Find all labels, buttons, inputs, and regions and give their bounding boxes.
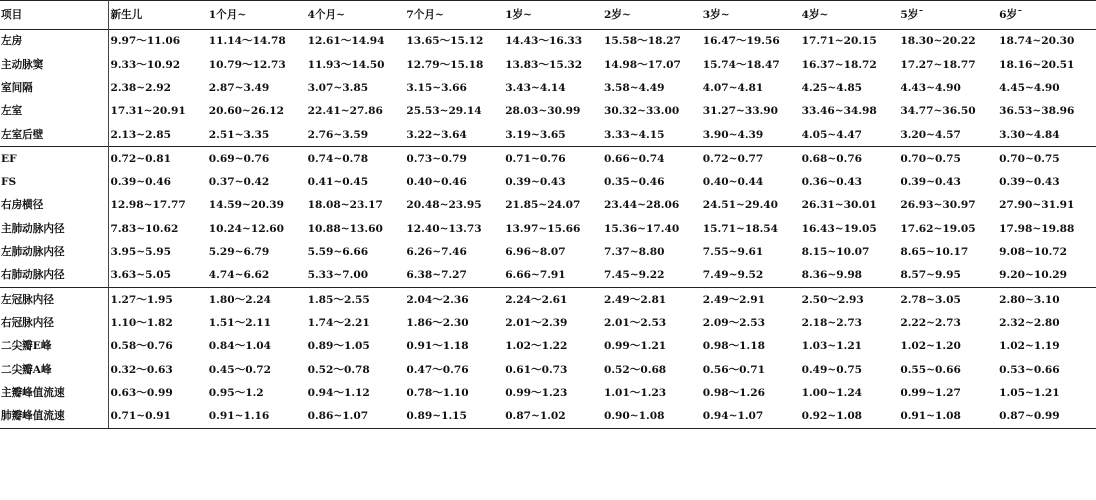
table-header <box>0 1 1096 30</box>
value-cell: 31.27~33.90 <box>702 105 779 118</box>
value-cell: 0.86~1.07 <box>306 405 405 429</box>
table-row <box>0 405 1096 429</box>
value-cell: 0.39~0.43 <box>505 176 566 189</box>
value-cell: 0.69~0.76 <box>207 147 306 171</box>
value-cell: 3.33~4.15 <box>603 128 665 141</box>
value-cell: 2.01～2.39 <box>505 316 568 329</box>
value-cell: 7.45~9.22 <box>603 269 665 282</box>
value-cell: 3.19~3.65 <box>505 128 566 141</box>
value-cell: 14.43～16.33 <box>505 35 583 48</box>
table-row <box>0 53 1096 76</box>
value-cell: 1.02～1.22 <box>505 340 568 353</box>
table-row <box>0 123 1096 147</box>
header-item: 项目 <box>0 1 108 30</box>
value-cell: 0.70~0.75 <box>997 147 1096 171</box>
value-cell: 9.08~10.72 <box>999 246 1068 259</box>
value-cell: 20.48~23.95 <box>406 199 482 212</box>
value-cell: 3.30~4.84 <box>999 128 1060 141</box>
table-row <box>0 194 1096 217</box>
value-cell: 1.74～2.21 <box>307 316 370 329</box>
table-row <box>0 217 1096 240</box>
value-cell: 7.83~10.62 <box>110 222 179 235</box>
value-cell: 2.18~2.73 <box>801 316 863 329</box>
value-cell: 1.02~1.20 <box>900 340 961 353</box>
value-cell: 20.60~26.12 <box>208 105 285 118</box>
value-cell: 15.58～18.27 <box>603 35 681 48</box>
value-cell: 2.13~2.85 <box>110 128 171 141</box>
value-cell: 3.22~3.64 <box>406 128 467 141</box>
value-cell: 1.03~1.21 <box>801 340 863 353</box>
row-label-cell: 主动脉窦 <box>0 53 108 76</box>
value-cell: 11.14～14.78 <box>208 35 286 48</box>
value-cell: 26.31~30.01 <box>801 199 877 212</box>
value-cell: 0.78～1.10 <box>406 386 469 399</box>
value-cell: 0.37~0.42 <box>208 176 270 189</box>
value-cell: 3.95~5.95 <box>110 246 171 259</box>
value-cell: 0.53~0.66 <box>999 363 1060 376</box>
value-cell: 3.43~4.14 <box>505 81 566 94</box>
table-row <box>0 312 1096 335</box>
value-cell: 13.83～15.32 <box>505 58 583 71</box>
value-cell: 17.62~19.05 <box>900 222 976 235</box>
value-cell: 1.01～1.23 <box>603 386 667 399</box>
value-cell: 3.90~4.39 <box>702 128 764 141</box>
value-cell: 2.49～2.81 <box>602 288 701 312</box>
value-cell: 0.63～0.99 <box>110 386 173 399</box>
value-cell: 2.38~2.92 <box>110 81 171 94</box>
value-cell: 7.49~9.52 <box>702 269 764 282</box>
value-cell: 1.27～1.95 <box>108 288 207 312</box>
row-label-cell: EF <box>0 147 108 171</box>
value-cell: 28.03~30.99 <box>505 105 581 118</box>
value-cell: 9.20~10.29 <box>999 269 1068 282</box>
value-cell: 3.63~5.05 <box>110 269 171 282</box>
value-cell: 4.07~4.81 <box>702 81 764 94</box>
value-cell: 36.53~38.96 <box>999 105 1075 118</box>
value-cell: 0.89～1.05 <box>307 340 370 353</box>
value-cell: 16.43~19.05 <box>801 222 877 235</box>
value-cell: 6.26~7.46 <box>406 246 467 259</box>
value-cell: 0.94~1.07 <box>701 405 800 429</box>
value-cell: 0.91~1.16 <box>207 405 306 429</box>
value-cell: 25.53~29.14 <box>406 105 482 118</box>
header-age-4-months: 4个月~ <box>307 8 346 21</box>
row-label-cell: 左冠脉内径 <box>0 288 108 312</box>
value-cell: 10.88~13.60 <box>307 222 383 235</box>
value-cell: 7.37~8.80 <box>603 246 665 259</box>
value-cell: 33.46~34.98 <box>801 105 877 118</box>
value-cell: 0.35~0.46 <box>603 176 665 189</box>
value-cell: 2.49～2.91 <box>701 288 800 312</box>
value-cell: 10.79～12.73 <box>208 58 286 71</box>
value-cell: 6.38~7.27 <box>406 269 467 282</box>
value-cell: 0.55~0.66 <box>900 363 961 376</box>
value-cell: 8.15~10.07 <box>801 246 870 259</box>
value-cell: 9.97～11.06 <box>110 35 181 48</box>
value-cell: 2.22~2.73 <box>900 316 961 329</box>
value-cell: 2.50～2.93 <box>800 288 899 312</box>
value-cell: 2.04～2.36 <box>404 288 503 312</box>
value-cell: 0.95～1.2 <box>208 386 264 399</box>
value-cell: 1.02~1.19 <box>999 340 1060 353</box>
value-cell: 12.98~17.77 <box>110 199 186 212</box>
value-cell: 0.71~0.91 <box>108 405 207 429</box>
value-cell: 9.33～10.92 <box>110 58 181 71</box>
row-label-cell: 右房横径 <box>0 194 108 217</box>
value-cell: 0.61～0.73 <box>505 363 568 376</box>
value-cell: 0.41~0.45 <box>307 176 369 189</box>
value-cell: 3.20~4.57 <box>900 128 961 141</box>
row-label-cell: 室间隔 <box>0 77 108 100</box>
table-row <box>0 77 1096 100</box>
value-cell: 18.30~20.22 <box>900 35 976 48</box>
table-row <box>0 381 1096 404</box>
table-row <box>0 171 1096 194</box>
value-cell: 0.45～0.72 <box>208 363 271 376</box>
value-cell: 0.99～1.23 <box>505 386 568 399</box>
row-label-cell: 主肺动脉内径 <box>0 217 108 240</box>
value-cell: 5.59~6.66 <box>307 246 369 259</box>
value-cell: 0.99～1.21 <box>603 340 667 353</box>
value-cell: 7.55~9.61 <box>702 246 764 259</box>
value-cell: 0.39~0.43 <box>999 176 1060 189</box>
value-cell: 15.71~18.54 <box>702 222 779 235</box>
value-cell: 0.90~1.08 <box>602 405 701 429</box>
table-body <box>0 30 1096 429</box>
value-cell: 5.29~6.79 <box>208 246 270 259</box>
value-cell: 2.78~3.05 <box>898 288 997 312</box>
value-cell: 0.40~0.46 <box>406 176 467 189</box>
value-cell: 24.51~29.40 <box>702 199 779 212</box>
value-cell: 2.51~3.35 <box>208 128 270 141</box>
value-cell: 17.31~20.91 <box>110 105 186 118</box>
value-cell: 0.66~0.74 <box>602 147 701 171</box>
row-label-cell: 左室 <box>0 100 108 123</box>
value-cell: 0.98～1.18 <box>702 340 765 353</box>
value-cell: 1.05~1.21 <box>999 386 1060 399</box>
value-cell: 0.52～0.68 <box>603 363 667 376</box>
value-cell: 34.77~36.50 <box>900 105 976 118</box>
value-cell: 0.72~0.81 <box>108 147 207 171</box>
value-cell: 1.00~1.24 <box>801 386 863 399</box>
value-cell: 17.98~19.88 <box>999 222 1075 235</box>
value-cell: 1.10～1.82 <box>110 316 173 329</box>
value-cell: 0.84～1.04 <box>208 340 271 353</box>
value-cell: 1.85～2.55 <box>306 288 405 312</box>
value-cell: 3.07~3.85 <box>307 81 369 94</box>
row-label-cell: 右肺动脉内径 <box>0 264 108 288</box>
header-age-4-years: 4岁~ <box>801 8 829 21</box>
value-cell: 0.56～0.71 <box>702 363 765 376</box>
value-cell: 26.93~30.97 <box>900 199 976 212</box>
value-cell: 6.96~8.07 <box>505 246 566 259</box>
header-age-5-years: 5岁¯ <box>900 8 924 21</box>
value-cell: 5.33~7.00 <box>307 269 369 282</box>
value-cell: 14.59~20.39 <box>208 199 285 212</box>
value-cell: 0.58～0.76 <box>110 340 173 353</box>
value-cell: 2.80~3.10 <box>997 288 1096 312</box>
value-cell: 18.16~20.51 <box>999 58 1075 71</box>
value-cell: 14.98～17.07 <box>603 58 681 71</box>
row-label-cell: 右冠脉内径 <box>0 312 108 335</box>
value-cell: 15.74～18.47 <box>702 58 780 71</box>
row-label-cell: 左肺动脉内径 <box>0 241 108 264</box>
value-cell: 2.76~3.59 <box>307 128 369 141</box>
header-age-3-years: 3岁~ <box>702 8 730 21</box>
value-cell: 1.86～2.30 <box>406 316 469 329</box>
table-row <box>0 147 1096 171</box>
value-cell: 0.68~0.76 <box>800 147 899 171</box>
value-cell: 0.98～1.26 <box>702 386 765 399</box>
value-cell: 27.90~31.91 <box>999 199 1075 212</box>
value-cell: 4.43~4.90 <box>900 81 961 94</box>
value-cell: 15.36~17.40 <box>603 222 680 235</box>
row-label-cell: 主瓣峰值流速 <box>0 381 108 404</box>
table-row <box>0 288 1096 312</box>
value-cell: 12.79～15.18 <box>406 58 484 71</box>
value-cell: 3.15~3.66 <box>406 81 467 94</box>
value-cell: 22.41~27.86 <box>307 105 383 118</box>
value-cell: 0.72~0.77 <box>701 147 800 171</box>
value-cell: 0.92~1.08 <box>800 405 899 429</box>
value-cell: 0.91～1.18 <box>406 340 469 353</box>
value-cell: 0.39~0.43 <box>900 176 961 189</box>
value-cell: 0.87~1.02 <box>503 405 602 429</box>
value-cell: 1.51～2.11 <box>208 316 271 329</box>
value-cell: 0.39~0.46 <box>110 176 171 189</box>
value-cell: 4.05~4.47 <box>801 128 863 141</box>
row-label-cell: 左室后壁 <box>0 123 108 147</box>
value-cell: 4.25~4.85 <box>801 81 863 94</box>
header-age-2-years: 2岁~ <box>603 8 631 21</box>
row-label-cell: 左房 <box>0 30 108 54</box>
value-cell: 0.40~0.44 <box>702 176 764 189</box>
value-cell: 0.49~0.75 <box>801 363 863 376</box>
value-cell: 16.37~18.72 <box>801 58 877 71</box>
value-cell: 0.89~1.15 <box>404 405 503 429</box>
row-label-cell: 二尖瓣A峰 <box>0 358 108 381</box>
table-row <box>0 358 1096 381</box>
value-cell: 1.80～2.24 <box>207 288 306 312</box>
value-cell: 0.71~0.76 <box>503 147 602 171</box>
value-cell: 0.47～0.76 <box>406 363 469 376</box>
header-age-7-months: 7个月~ <box>406 8 444 21</box>
value-cell: 12.40~13.73 <box>406 222 482 235</box>
value-cell: 8.65~10.17 <box>900 246 969 259</box>
header-row <box>0 1 1096 30</box>
value-cell: 0.99~1.27 <box>900 386 961 399</box>
value-cell: 0.32～0.63 <box>110 363 173 376</box>
value-cell: 2.87~3.49 <box>208 81 270 94</box>
header-age-newborn: 新生儿 <box>110 8 143 21</box>
value-cell: 12.61～14.94 <box>307 35 385 48</box>
table-row <box>0 335 1096 358</box>
value-cell: 13.65～15.12 <box>406 35 484 48</box>
value-cell: 0.74~0.78 <box>306 147 405 171</box>
row-label-cell: FS <box>0 171 108 194</box>
value-cell: 18.08~23.17 <box>307 199 383 212</box>
table-row <box>0 30 1096 54</box>
header-age-1-month: 1个月~ <box>208 8 247 21</box>
value-cell: 2.09～2.53 <box>702 316 765 329</box>
value-cell: 17.71~20.15 <box>801 35 877 48</box>
row-label-cell: 肺瓣峰值流速 <box>0 405 108 429</box>
value-cell: 2.01～2.53 <box>603 316 667 329</box>
table-row <box>0 241 1096 264</box>
value-cell: 21.85~24.07 <box>505 199 581 212</box>
value-cell: 11.93～14.50 <box>307 58 385 71</box>
value-cell: 0.94～1.12 <box>307 386 370 399</box>
value-cell: 8.57~9.95 <box>900 269 961 282</box>
value-cell: 18.74~20.30 <box>999 35 1075 48</box>
value-cell: 10.24~12.60 <box>208 222 285 235</box>
table-row <box>0 264 1096 288</box>
value-cell: 16.47～19.56 <box>702 35 780 48</box>
row-label-cell: 二尖瓣E峰 <box>0 335 108 358</box>
value-cell: 2.24～2.61 <box>503 288 602 312</box>
value-cell: 0.87~0.99 <box>997 405 1096 429</box>
value-cell: 0.91~1.08 <box>898 405 997 429</box>
value-cell: 0.70~0.75 <box>898 147 997 171</box>
table-row <box>0 100 1096 123</box>
value-cell: 8.36~9.98 <box>801 269 863 282</box>
value-cell: 0.52～0.78 <box>307 363 370 376</box>
value-cell: 0.73~0.79 <box>404 147 503 171</box>
value-cell: 6.66~7.91 <box>505 269 566 282</box>
value-cell: 4.74~6.62 <box>208 269 270 282</box>
value-cell: 17.27~18.77 <box>900 58 976 71</box>
value-cell: 2.32~2.80 <box>999 316 1060 329</box>
value-cell: 4.45~4.90 <box>999 81 1060 94</box>
value-cell: 0.36~0.43 <box>801 176 863 189</box>
value-cell: 13.97~15.66 <box>505 222 581 235</box>
value-cell: 3.58~4.49 <box>603 81 665 94</box>
header-age-1-year: 1岁~ <box>505 8 533 21</box>
header-age-6-years: 6岁¯ <box>999 8 1023 21</box>
value-cell: 30.32~33.00 <box>603 105 680 118</box>
value-cell: 23.44~28.06 <box>603 199 680 212</box>
